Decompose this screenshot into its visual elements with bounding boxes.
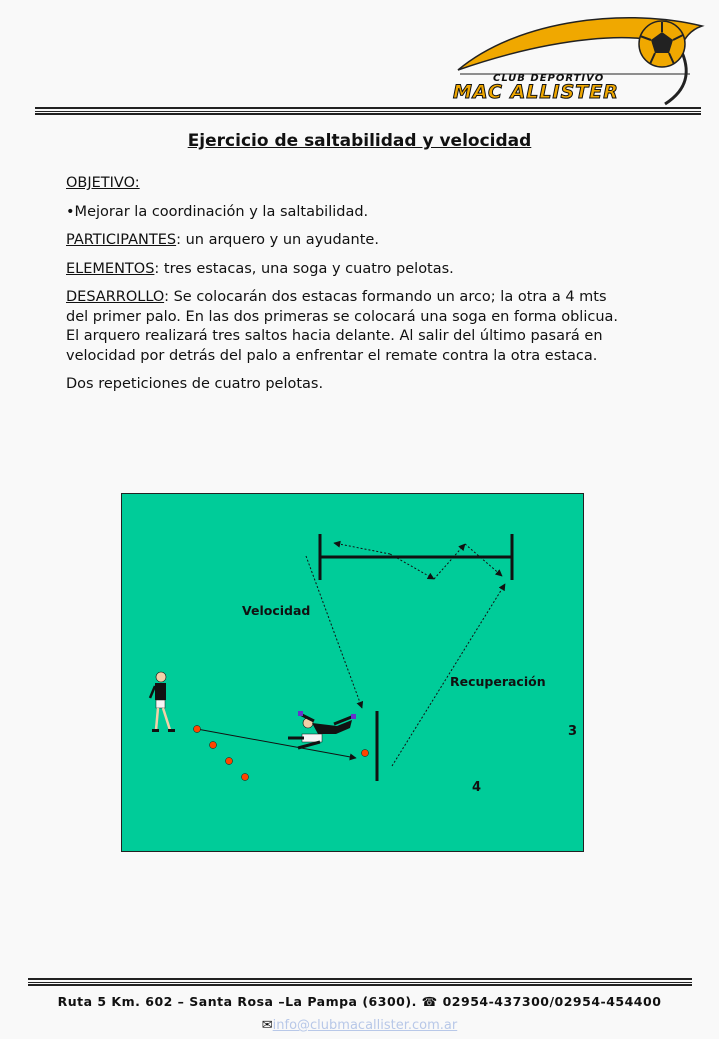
footer-address: Ruta 5 Km. 602 – Santa Rosa –La Pampa (6300). (57, 994, 417, 1009)
helper-player-icon (150, 672, 175, 732)
velocidad-arrow (306, 556, 362, 708)
ball (194, 726, 201, 733)
logo-name: MAC ALLISTER (453, 81, 619, 103)
desarrollo-label: DESARROLLO (66, 289, 165, 305)
jump-path (334, 543, 502, 579)
participantes-text: : un arquero y un ayudante. (176, 232, 379, 248)
email-link[interactable]: info@clubmacallister.com.ar (272, 1018, 458, 1033)
envelope-icon: ✉ (261, 1018, 273, 1033)
objetivo-label: OBJETIVO: (66, 175, 140, 191)
velocidad-label: Velocidad (242, 603, 311, 618)
repeticiones-text: Dos repeticiones de cuatro pelotas. (66, 376, 324, 392)
position-4-label: 4 (472, 780, 482, 795)
goal (320, 534, 512, 580)
exercise-description (66, 174, 626, 404)
logo-subtitle: CLUB DEPORTIVO (493, 73, 605, 84)
ball (242, 774, 249, 781)
footer-phones: 02954-437300/02954-454400 (442, 994, 662, 1009)
footer-email-line (0, 1018, 719, 1033)
desarrollo-text: : Se colocarán dos estacas formando un arco; la otra a 4 mts del primer palo. En las dos primeras se colocará una soga en forma oblicua. El arquero realizará tres saltos hacia delante. Al salir del último pasará en velocidad por detrás del palo a enfrentar el remate contra la otra estaca. (66, 289, 619, 364)
elementos-label: ELEMENTOS (66, 260, 155, 277)
balls (194, 726, 369, 781)
goalkeeper-icon (288, 711, 356, 748)
ball (210, 742, 217, 749)
participantes-label: PARTICIPANTES (66, 232, 177, 248)
header-divider (35, 107, 701, 115)
footer-divider (28, 978, 692, 986)
elementos-text: : tres estacas, una soga y cuatro pelotas. (154, 260, 454, 277)
ball (362, 750, 369, 757)
page-title: Ejercicio de saltabilidad y velocidad (187, 131, 532, 151)
position-3-label: 3 (568, 724, 578, 739)
training-diagram (121, 493, 584, 852)
objetivo-text: •Mejorar la coordinación y la saltabilidad. (66, 203, 369, 220)
recuperacion-label: Recuperación (450, 674, 546, 689)
ball (226, 758, 233, 765)
phone-icon: ☎ (421, 994, 438, 1009)
footer-contact (0, 994, 719, 1009)
